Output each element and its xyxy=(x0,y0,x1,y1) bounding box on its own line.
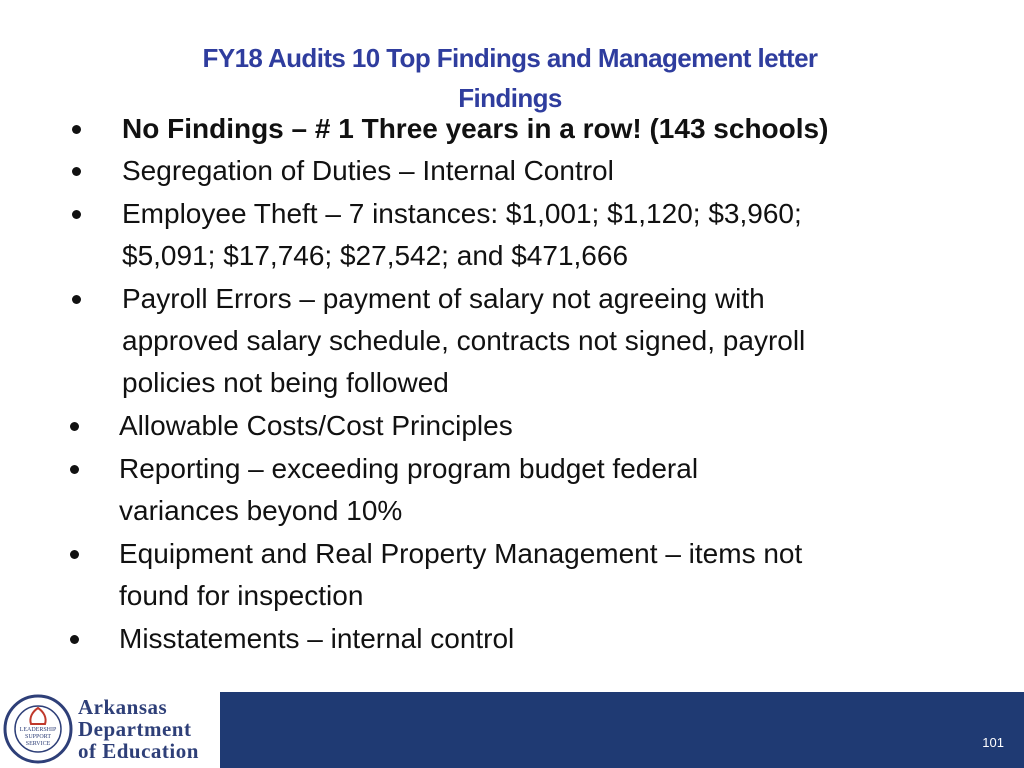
bullet-dot-icon xyxy=(72,295,81,304)
bullet-item xyxy=(119,618,514,660)
seal-support-text: SUPPORT xyxy=(25,734,51,740)
bullet-item xyxy=(122,278,805,404)
wordmark-line-3: of Education xyxy=(78,739,199,763)
ade-logo xyxy=(0,690,220,768)
bullet-item xyxy=(119,533,802,617)
bullet-item xyxy=(122,108,828,150)
bullet-dot-icon xyxy=(72,125,81,134)
bullet-text-line: No Findings – # 1 Three years in a row! (143 schools) xyxy=(122,113,829,144)
bullet-item xyxy=(122,150,614,192)
footer-band xyxy=(220,692,1024,768)
ade-seal-icon xyxy=(3,694,73,764)
bullet-dot-icon xyxy=(72,210,81,219)
bullet-text-line: policies not being followed xyxy=(122,367,449,398)
bullet-text-line: Payroll Errors – payment of salary not agreeing with xyxy=(122,283,765,314)
bullet-text-line: Misstatements – internal control xyxy=(119,623,515,654)
wordmark-line-2: Department xyxy=(78,717,192,741)
slide-title-line-1: FY18 Audits 10 Top Findings and Management letter xyxy=(202,43,818,73)
slide-title-line-2: Findings xyxy=(458,83,562,113)
bullet-text-line: approved salary schedule, contracts not signed, payroll xyxy=(122,325,806,356)
seal-leadership-text: LEADERSHIP xyxy=(19,727,57,733)
bullet-text-line: variances beyond 10% xyxy=(119,495,403,526)
bullet-text-line: Employee Theft – 7 instances: $1,001; $1,120; $3,960; xyxy=(122,198,802,229)
bullet-item xyxy=(119,448,698,532)
page-number: 101 xyxy=(982,735,1004,750)
slide-footer xyxy=(0,690,1024,768)
ade-wordmark xyxy=(78,696,199,762)
bullet-dot-icon xyxy=(70,635,79,644)
bullet-text-line: Segregation of Duties – Internal Control xyxy=(122,155,614,186)
bullet-text-line: Reporting – exceeding program budget federal xyxy=(119,453,699,484)
bullet-text-line: $5,091; $17,746; $27,542; and $471,666 xyxy=(122,240,629,271)
bullet-text-line: found for inspection xyxy=(119,580,364,611)
bullet-text-line: Equipment and Real Property Management – items not xyxy=(119,538,803,569)
bullet-dot-icon xyxy=(72,167,81,176)
wordmark-line-1: Arkansas xyxy=(78,695,168,719)
bullet-dot-icon xyxy=(70,465,79,474)
seal-service-text: SERVICE xyxy=(25,741,51,747)
bullet-item xyxy=(122,193,802,277)
bullet-text-line: Allowable Costs/Cost Principles xyxy=(119,410,513,441)
bullet-dot-icon xyxy=(70,550,79,559)
bullet-dot-icon xyxy=(70,422,79,431)
bullet-item xyxy=(119,405,513,447)
